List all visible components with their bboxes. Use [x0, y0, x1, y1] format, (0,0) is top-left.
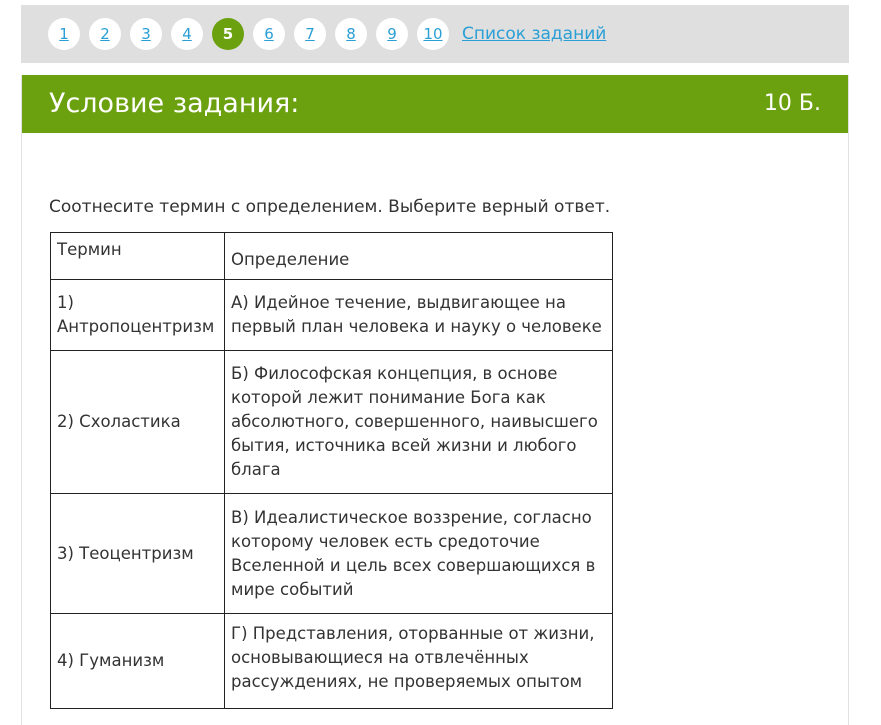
task-panel — [21, 75, 849, 725]
table-row — [51, 494, 613, 614]
table-header-row — [51, 233, 613, 280]
table-row — [51, 614, 613, 709]
page-button-9[interactable]: 9 — [376, 18, 408, 50]
task-instruction: Соотнесите термин с определением. Выберите верный ответ. — [49, 197, 611, 217]
page-button-8[interactable]: 8 — [335, 18, 367, 50]
definition-cell: А) Идейное течение, выдвигающее на первый план человека и науку о человеке — [225, 280, 613, 351]
definition-cell: Б) Философская концепция, в основе которой лежит понимание Бога как абсолютного, совершенного, наивысшего бытия, источника всей жизни и любого блага — [225, 351, 613, 494]
header-definition: Определение — [225, 233, 613, 280]
task-pagination-bar — [21, 5, 849, 63]
table-row — [51, 280, 613, 351]
page-button-10[interactable]: 10 — [417, 18, 449, 50]
term-cell: 4) Гуманизм — [51, 614, 225, 709]
definition-cell: Г) Представления, оторванные от жизни, основывающиеся на отвлечённых рассуждениях, не проверяемых опытом — [225, 614, 613, 709]
page-button-4[interactable]: 4 — [171, 18, 203, 50]
term-cell: 1) Антропоцентризм — [51, 280, 225, 351]
page-button-5-current[interactable]: 5 — [212, 18, 244, 50]
table-row — [51, 351, 613, 494]
term-cell: 3) Теоцентризм — [51, 494, 225, 614]
page-button-3[interactable]: 3 — [130, 18, 162, 50]
task-score: 10 Б. — [763, 91, 821, 116]
terms-table — [50, 232, 613, 709]
page-button-1[interactable]: 1 — [48, 18, 80, 50]
task-header — [22, 75, 848, 133]
page-button-2[interactable]: 2 — [89, 18, 121, 50]
page-button-7[interactable]: 7 — [294, 18, 326, 50]
term-cell: 2) Схоластика — [51, 351, 225, 494]
definition-cell: В) Идеалистическое воззрение, согласно которому человек есть средоточие Вселенной и цель всех совершающихся в мире событий — [225, 494, 613, 614]
page-button-6[interactable]: 6 — [253, 18, 285, 50]
task-list-link[interactable]: Список заданий — [462, 24, 607, 44]
header-term: Термин — [51, 233, 225, 280]
task-title: Условие задания: — [49, 88, 300, 119]
